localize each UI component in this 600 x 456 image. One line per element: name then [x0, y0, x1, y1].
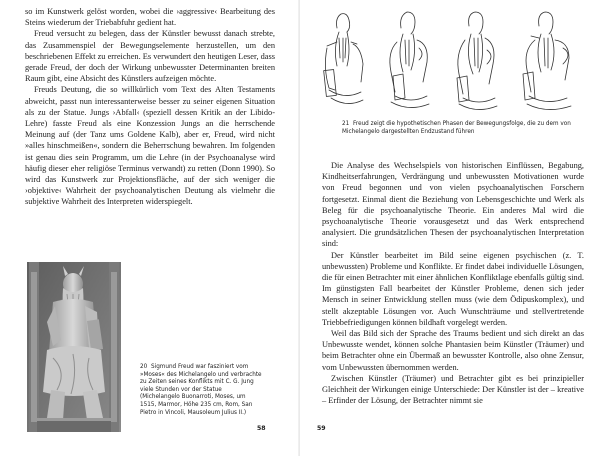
- right-body-text: [322, 160, 584, 406]
- caption-text: Freud zeigt die hypothetischen Phasen der Bewegungsfolge, die zu dem von Michelangelo dargestellten Endzustand führen: [342, 121, 571, 135]
- page-number-right: 59: [317, 425, 326, 432]
- paragraph: Freuds Deutung, die so willkürlich vom Text des Alten Testaments abweicht, passt nun interessanterweise besser zu seiner eigenen Situation als zu der Statue. Jungs ›Abfall‹ (speziell dessen Kritik an der Libido-Lehre) fasste Freud als eine Konzession Jungs an die herrschende Meinung auf (der Tanz ums Goldene Kalb), aber er, Freud, wird nicht »alles hinschmeißen«, sondern die Beherrschung bewahren. Im folgenden ist genau dies sein Programm, um die Lehre (in der Psychoanalyse wird häufig dieser eher religiöse Terminus verwandt) zu retten (Donn 1990). So wird das Kunstwerk zur Projektionsfläche, auf der sich weniger die ›objektive‹ Wahrheit der psychoanalytischen Deutung als vielmehr die subjektive Wahrheit des Interpreten widerspiegelt.: [25, 85, 275, 207]
- paragraph: Freud versucht zu belegen, dass der Künstler bewusst danach strebte, das Zusammenspiel der Bewegungselemente herzustellen, um den beschriebenen Effekt zu erreichen. Es verwundert den heutigen Leser, dass gerade Freud, der doch der Wirkung unbewusster Determinanten breiten Raum gibt, eine Absicht des Künstlers aufzeigen möchte.: [25, 29, 275, 84]
- paragraph: so im Kunstwerk gelöst worden, wobei die ›aggressive‹ Bearbeitung des Steins wiederum der Triebabfuhr gedient hat.: [25, 7, 275, 28]
- moses-statue-image: [27, 262, 121, 432]
- caption-text: Sigmund Freud war fasziniert vom »Moses« des Michelangelo und verbrachte zu Zeiten seines Konflikts mit C. G. Jung viele Stunden vor der Statue (Michelangelo Buonarroti, Moses, um 1515, Marmor, Höhe 235 cm, Rom, San Pietro in Vincoli, Mausoleum Julius II.): [140, 364, 262, 416]
- figure-21-caption: [342, 121, 582, 136]
- page-number-left: 58: [257, 425, 266, 432]
- figure-20-caption: [140, 364, 262, 417]
- left-body-text: [25, 6, 275, 208]
- sketch-phase-3: [457, 12, 497, 110]
- paragraph: Weil das Bild sich der Sprache des Traums bedient und sich direkt an das Unbewusste wendet, können solche Phantasien beim Künstler (Träumer) und beim Betrachter ohne ein Übermaß an bewusster Kontrolle, also ohne Zensur, vom Unbewussten übernommen werden.: [322, 329, 584, 372]
- paragraph: Die Analyse des Wechselspiels von historischen Einflüssen, Begabung, Kindheitserfahrungen, Verdrängung und unbewussten Motivationen wurde von Freud begonnen und von vielen psychoanalytischen Forschern fortgesetzt. Einmal dient die Beziehung von Lebensgeschichte und Werk als Beleg für die psychoanalytische Theorie. Ein anderes Mal wird die psychoanalytische Theorie vorausgesetzt und das Werk entsprechend analysiert. Die grundsätzlichen Thesen der psychoanalytischen Interpretation sind:: [322, 161, 584, 249]
- moses-statue-photo: [27, 262, 121, 432]
- sketch-phase-1: [324, 14, 363, 104]
- paragraph: Zwischen Künstler (Träumer) und Betrachter gibt es bei prinzipieller Gleichheit der Wirkungen einige Unterschiede: Der Künstler ist der – kreative – Erfinder der Lösung, der Betrachter nimmt sie: [322, 373, 584, 406]
- sketch-phase-4: [523, 12, 571, 110]
- figure-number: 20: [140, 364, 148, 370]
- paragraph: Der Künstler bearbeitet im Bild seine eigenen psychischen (z. T. unbewussten) Probleme und Konflikte. Er findet dabei individuelle Lösungen, die für einen Betrachter mit einer ähnlichen Konfliktlage ebenfalls gültig sind. Im günstigsten Fall bearbeitet der Künstler Probleme, denen sich jeder Mensch in seiner Entwicklung stellen muss (wie dem Ödipuskomplex), und stellt akzeptable Lösungen vor. Auch Wunschträume und stellvertretende Triebbefriedigungen können bildhaft vorgelegt werden.: [322, 250, 584, 327]
- figure-number: 21: [342, 121, 350, 127]
- sketch-phase-2: [390, 12, 429, 108]
- moses-movement-sketches: [317, 8, 589, 118]
